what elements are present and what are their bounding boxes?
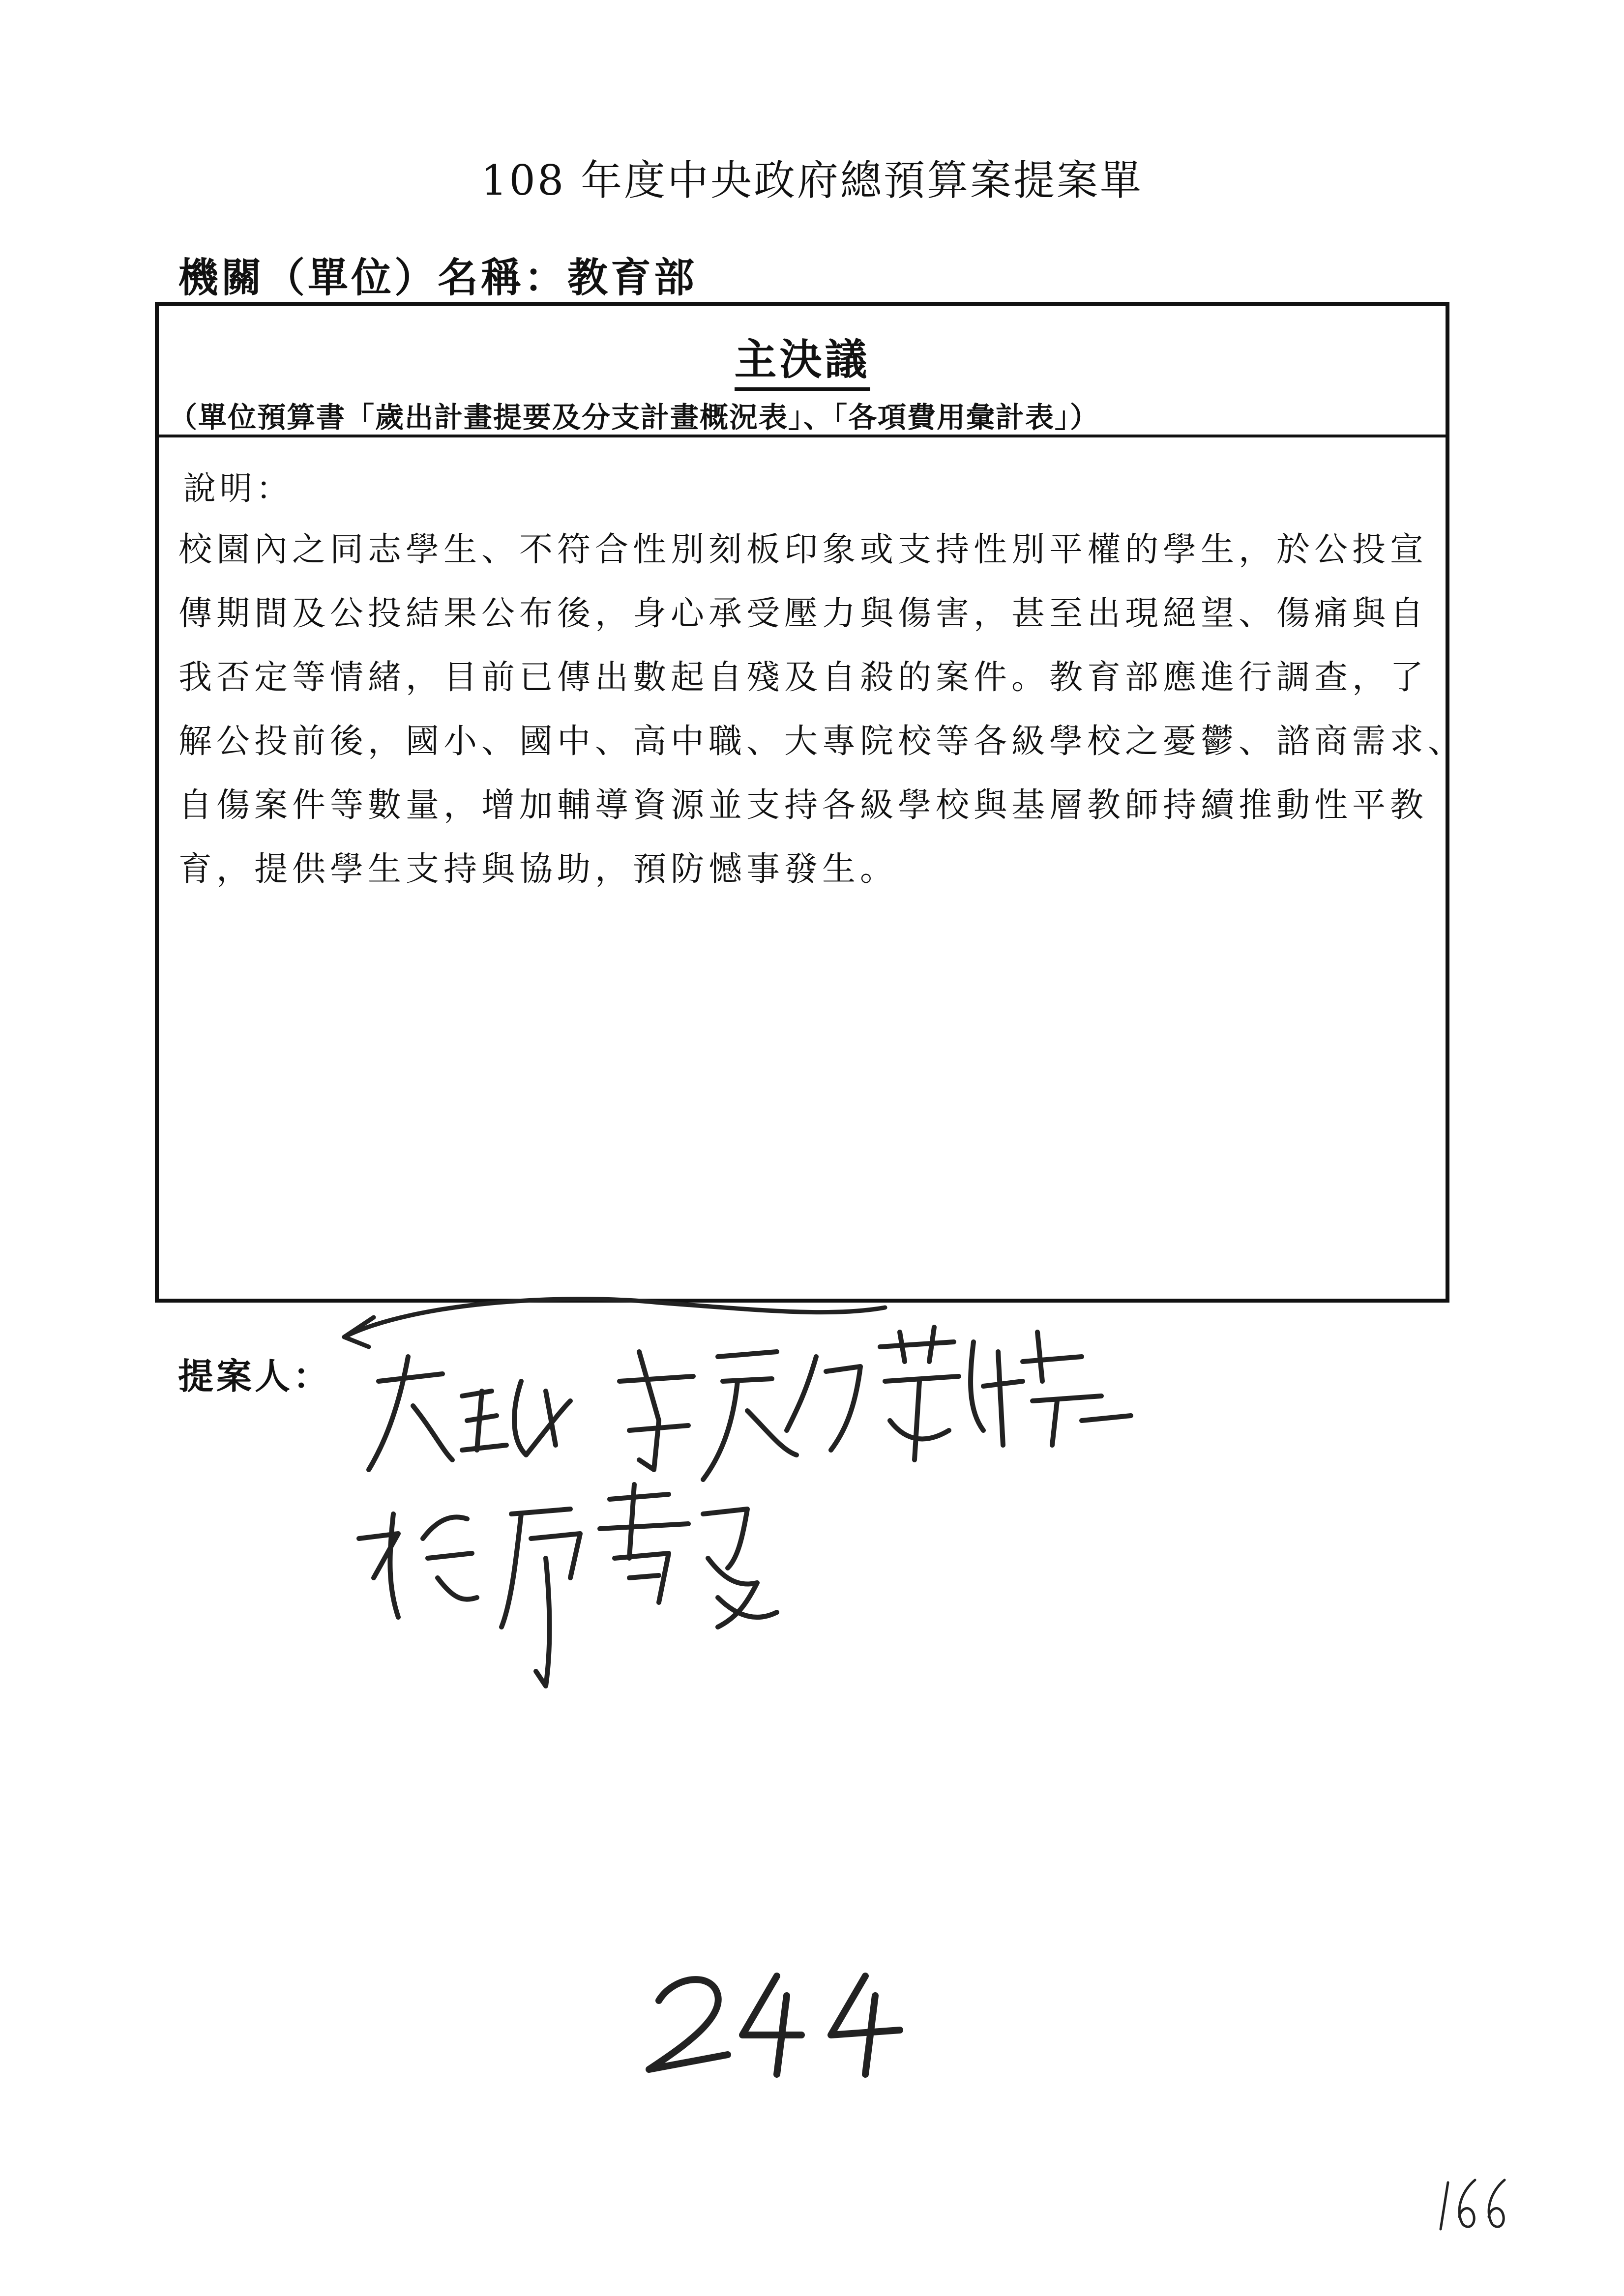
description-line: 我否定等情緒，目前已傳出數起自殘及自殺的案件。教育部應進行調查，了 [178, 658, 1428, 697]
resolution-heading [159, 325, 1446, 386]
description-line: 解公投前後，國小、國中、高中職、大專院校等各級學校之憂鬱、諮商需求、 [178, 722, 1466, 761]
description-line: 育，提供學生支持與協助，預防憾事發生。 [178, 850, 898, 889]
resolution-heading-text: 主決議 [735, 335, 870, 391]
resolution-subtitle: （單位預算書「歲出計畫提要及分支計畫概況表」、「各項費用彙計表」） [169, 401, 1100, 434]
description-line: 傳期間及公投結果公布後，身心承受壓力與傷害，甚至出現絕望、傷痛與自 [178, 594, 1428, 633]
handwritten-page-number-166 [1436, 2173, 1514, 2237]
handwritten-signatures [315, 1283, 1249, 1735]
resolution-frame [155, 302, 1466, 1303]
document-title: 108 年度中央政府總預算案提案單 [480, 156, 1144, 204]
agency-line: 機關（單位）名稱：教育部 [178, 254, 698, 301]
handwritten-number-244 [639, 1956, 915, 2084]
description-line: 自傷案件等數量，增加輔導資源並支持各級學校與基層教師持續推動性平教 [178, 786, 1428, 825]
description-line: 校園內之同志學生、不符合性別刻板印象或支持性別平權的學生，於公投宣 [178, 530, 1428, 569]
description-label: 說明： [183, 469, 293, 507]
proposer-label: 提案人： [178, 1355, 332, 1397]
description-body [178, 518, 1466, 901]
resolution-header [159, 306, 1446, 437]
